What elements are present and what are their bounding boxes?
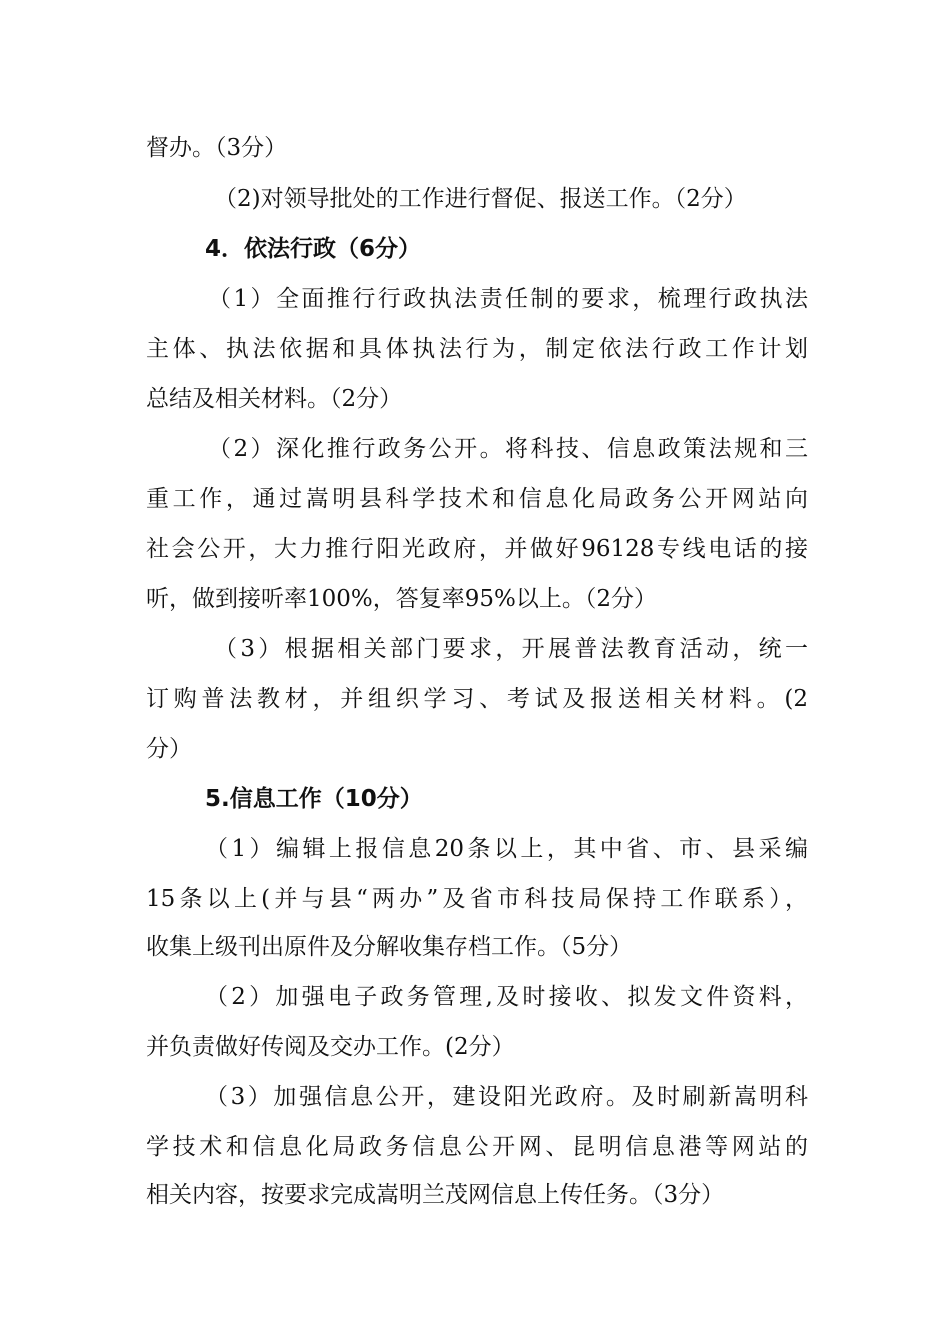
text-line: 15条以上(并与县“两办”及省市科技局保持工作联系）， — [146, 886, 808, 912]
text-line: （2）深化推行政务公开。将科技、信息政策法规和三 — [208, 436, 808, 462]
text-line: （1）编辑上报信息20条以上，其中省、市、县采编 — [205, 836, 808, 862]
text-line: 相关内容，按要求完成嵩明兰茂网信息上传任务。（3分） — [146, 1182, 725, 1208]
text-line: （2）加强电子政务管理,及时接收、拟发文件资料， — [205, 984, 808, 1010]
text-line: （2)对领导批处的工作进行督促、报送工作。（2分） — [214, 186, 747, 212]
text-line: 收集上级刊出原件及分解收集存档工作。（5分） — [146, 934, 633, 960]
text-line: 并负责做好传阅及交办工作。(2分） — [146, 1034, 515, 1060]
text-line: 总结及相关材料。（2分） — [146, 386, 403, 412]
text-line: 督办。（3分） — [146, 135, 288, 161]
text-line: 学技术和信息化局政务信息公开网、昆明信息港等网站的 — [146, 1134, 808, 1160]
section-heading: 4．依法行政（6分） — [205, 236, 422, 262]
text-line: 重工作，通过嵩明县科学技术和信息化局政务公开网站向 — [146, 486, 808, 512]
text-line: 分） — [146, 736, 192, 762]
text-line: 订购普法教材，并组织学习、考试及报送相关材料。(2 — [146, 686, 808, 712]
text-line: 听，做到接听率100%，答复率95%以上。（2分） — [146, 586, 658, 612]
section-heading: 5.信息工作（10分） — [205, 786, 423, 812]
text-line: 主体、执法依据和具体执法行为，制定依法行政工作计划 — [146, 336, 808, 362]
text-line: （1）全面推行行政执法责任制的要求，梳理行政执法 — [208, 286, 808, 312]
text-line: 社会公开，大力推行阳光政府，并做好96128专线电话的接 — [146, 536, 808, 562]
text-line: （3）加强信息公开，建设阳光政府。及时刷新嵩明科 — [205, 1084, 808, 1110]
text-line: （3）根据相关部门要求，开展普法教育活动，统一 — [214, 636, 808, 662]
